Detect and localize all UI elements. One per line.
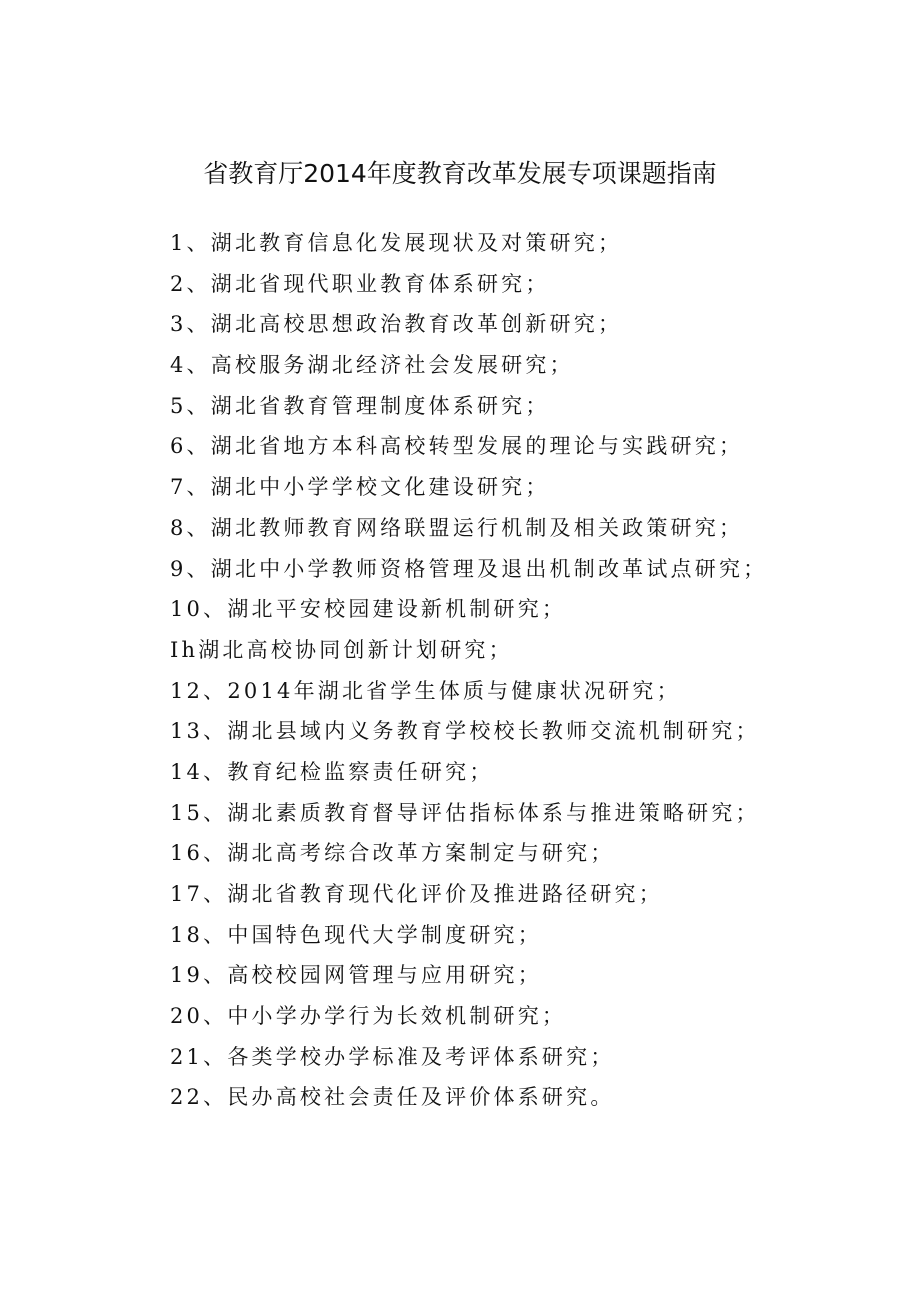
list-item: 8、湖北教师教育网络联盟运行机制及相关政策研究； <box>170 515 744 540</box>
list-item: 22、民办高校社会责任及评价体系研究。 <box>170 1085 615 1110</box>
list-item: 1、湖北教育信息化发展现状及对策研究； <box>170 231 623 255</box>
page-title: 省教育厅2014年度教育改革发展专项课题指南 <box>203 159 717 188</box>
list-item: 16、湖北高考综合改革方案制定与研究； <box>170 841 615 866</box>
list-item: 19、高校校园网管理与应用研究； <box>170 963 542 988</box>
list-item: 4、高校服务湖北经济社会发展研究； <box>170 353 574 378</box>
list-item: 5、湖北省教育管理制度体系研究； <box>170 393 550 418</box>
list-item: 18、中国特色现代大学制度研究； <box>170 922 542 947</box>
topic-list <box>170 223 767 1118</box>
list-item: 21、各类学校办学标准及考评体系研究； <box>170 1044 615 1069</box>
list-item: 3、湖北高校思想政治教育改革创新研究； <box>170 312 623 337</box>
list-item: 12、2014年湖北省学生体质与健康状况研究； <box>170 678 681 703</box>
list-item: 10、湖北平安校园建设新机制研究； <box>170 597 567 622</box>
list-item: 20、中小学办学行为长效机制研究； <box>170 1004 567 1029</box>
list-item: 6、湖北省地方本科高校转型发展的理论与实践研究； <box>170 434 744 459</box>
list-item: 9、湖北中小学教师资格管理及退出机制改革试点研究； <box>170 556 768 581</box>
list-item: 2、湖北省现代职业教育体系研究； <box>170 271 550 296</box>
list-item: 15、湖北素质教育督导评估指标体系与推进策略研究； <box>170 800 760 825</box>
list-item: 17、湖北省教育现代化评价及推进路径研究； <box>170 882 663 906</box>
list-item: 7、湖北中小学学校文化建设研究； <box>170 475 550 500</box>
list-item: 14、教育纪检监察责任研究； <box>170 759 494 784</box>
list-item: 13、湖北县域内义务教育学校校长教师交流机制研究； <box>170 719 760 744</box>
list-item: Ih湖北高校协同创新计划研究； <box>170 637 513 662</box>
